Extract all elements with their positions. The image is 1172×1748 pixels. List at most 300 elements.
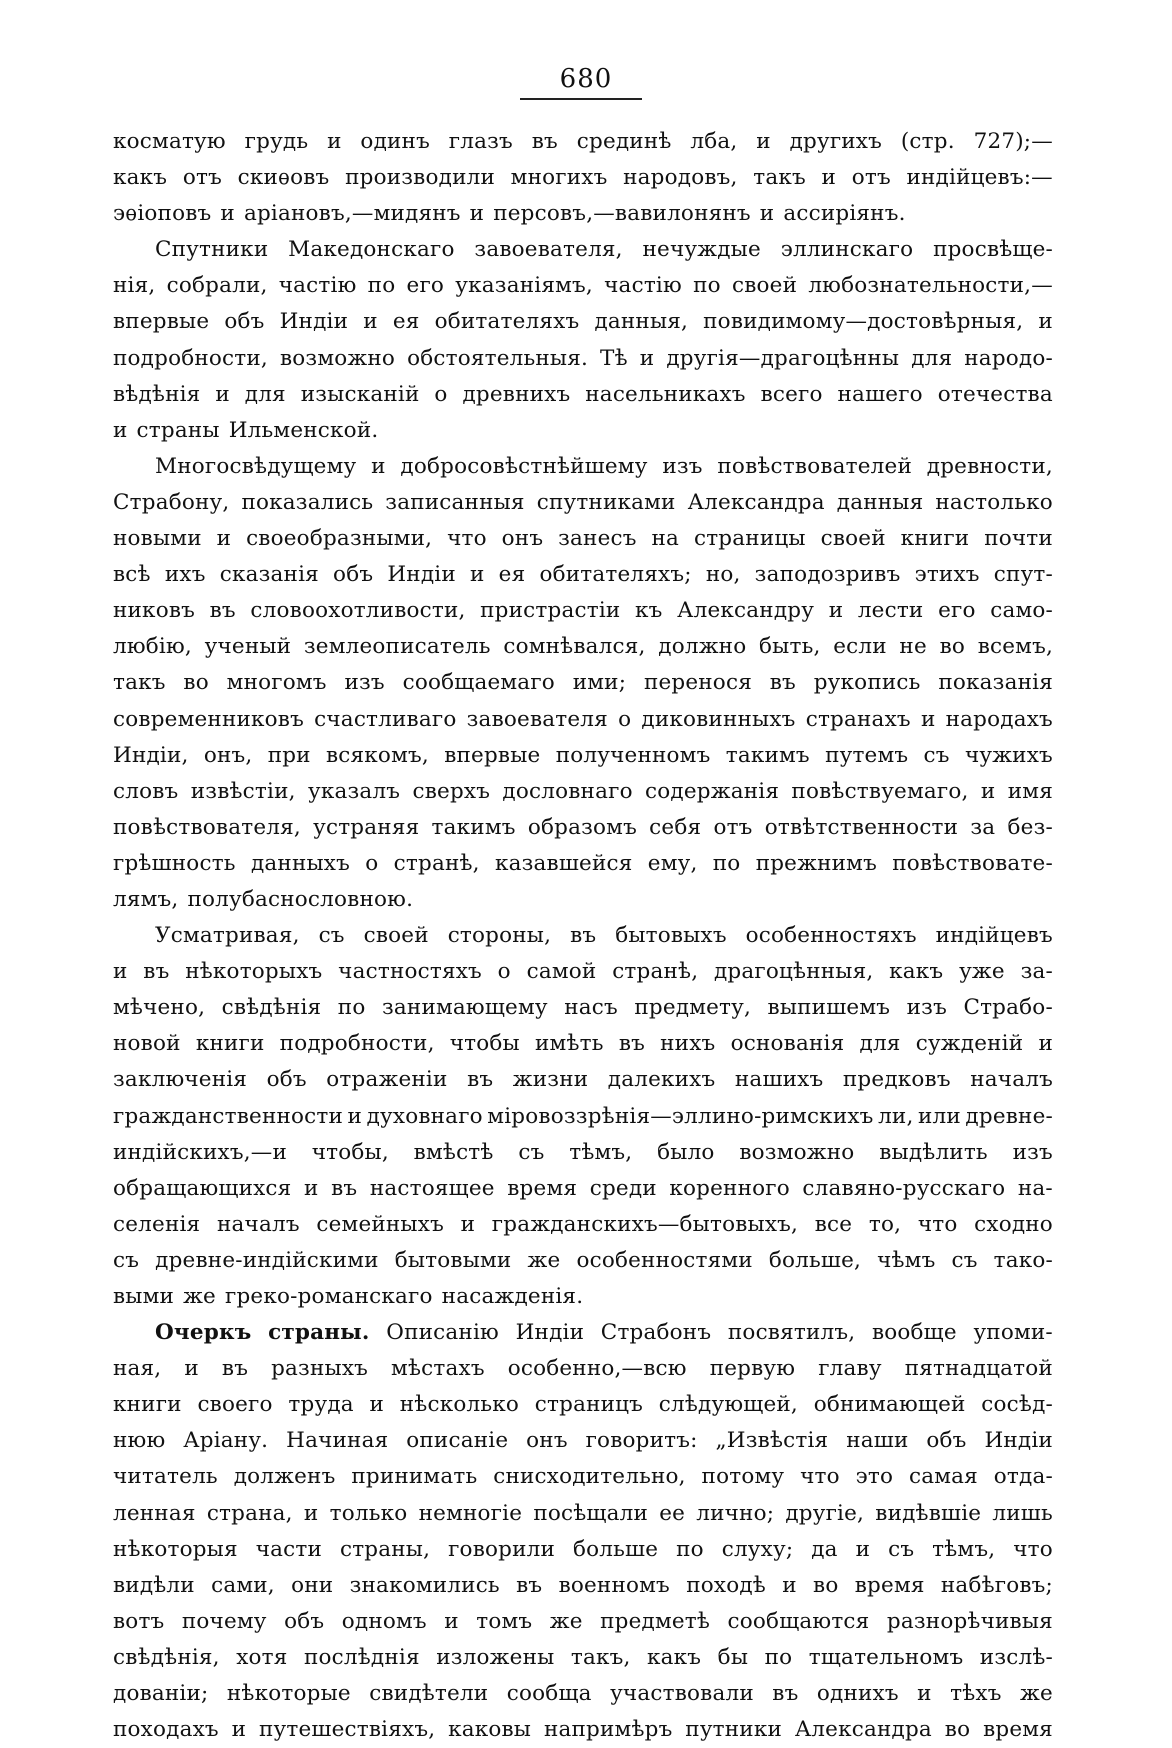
word: данныя, (594, 309, 689, 335)
word: по (367, 273, 396, 299)
text-line (113, 485, 1053, 521)
word: и (759, 201, 775, 227)
word: мѣчено, (113, 995, 206, 1021)
word: древне-индійскими (155, 1247, 379, 1273)
word: онъ (501, 526, 544, 552)
word: для (859, 1031, 901, 1057)
word: и (220, 201, 235, 227)
word: насельникахъ (585, 381, 746, 407)
word: вотъ (113, 1608, 165, 1634)
word: и (460, 1211, 476, 1237)
word: обитателяхъ; (539, 562, 692, 588)
word: о (497, 959, 511, 985)
word: разнорѣчивыя (886, 1608, 1053, 1634)
word: хотя (236, 1644, 288, 1670)
word: любознательности,— (808, 273, 1053, 299)
text-line (113, 1207, 1053, 1243)
word: добросовѣстнѣйшему (400, 453, 648, 479)
word: въ (467, 1067, 494, 1093)
word: книги (900, 526, 970, 552)
word: ленная (113, 1500, 196, 1526)
word: спутниками (536, 489, 676, 515)
word: изъ (662, 453, 703, 479)
word: и (469, 201, 485, 227)
word: если (833, 634, 887, 660)
word: Александра (687, 489, 825, 515)
word: сходно (974, 1211, 1053, 1237)
section-heading-word: страны. (268, 1320, 370, 1346)
word: мѣстахъ (391, 1356, 485, 1382)
word: съ (518, 1139, 545, 1165)
word: нечуждые (642, 237, 761, 263)
word: народо- (964, 345, 1053, 371)
word: тѣмъ, (569, 1139, 633, 1165)
word: да (811, 1536, 838, 1562)
word: содержанія (645, 778, 780, 804)
word: каковы (448, 1717, 532, 1743)
word: и (980, 778, 996, 804)
word: знакомились (349, 1572, 500, 1598)
word: отраженіи (326, 1067, 448, 1093)
word: и (113, 959, 128, 985)
text-line (113, 1387, 1053, 1423)
word: труда (288, 1392, 354, 1418)
word: набѣговъ; (940, 1572, 1053, 1598)
word: и (113, 417, 128, 443)
word: свидѣтели (369, 1681, 489, 1707)
word: нѣкоторыхъ (185, 959, 323, 985)
word: извѣстіи, (190, 778, 296, 804)
word: такъ, (570, 1644, 631, 1670)
word: лба, (690, 129, 738, 154)
word: частію (604, 273, 682, 299)
word: обитателяхъ (434, 309, 580, 335)
word: своей (363, 923, 429, 949)
word: долженъ (233, 1464, 336, 1490)
word: записанныя (385, 489, 525, 515)
word: время (854, 1572, 925, 1598)
word: какъ (113, 165, 168, 191)
word: что (1013, 1536, 1053, 1562)
word: повѣствователя, (113, 814, 301, 840)
word: ими; (572, 670, 627, 696)
word: прежнимъ (755, 850, 877, 876)
word: новыми (113, 526, 202, 552)
word: выми (113, 1284, 175, 1309)
word: частностяхъ (338, 959, 482, 985)
word: греко-романскаго (224, 1284, 433, 1309)
word: же (183, 1284, 216, 1309)
word: главу (818, 1356, 882, 1382)
word: чтобы (449, 1031, 520, 1057)
word: и (304, 1175, 319, 1201)
word: свѣдѣнія (221, 995, 322, 1021)
word: Описанію (386, 1320, 499, 1346)
word: путешествіяхъ, (259, 1717, 436, 1743)
word: путемъ (825, 742, 909, 768)
word: и (216, 526, 232, 552)
word: участвовали (610, 1681, 754, 1707)
word: показанія (938, 670, 1053, 696)
word: для (911, 345, 953, 371)
word: потому (701, 1464, 785, 1490)
word: селенія (113, 1211, 201, 1237)
word: за- (1020, 959, 1053, 985)
word: полученномъ (555, 742, 711, 768)
text-line (113, 846, 1053, 882)
word: впервые (113, 309, 210, 335)
word: Индіи (984, 1428, 1053, 1454)
word: срединѣ (576, 129, 672, 154)
word: сужденій (915, 1031, 1024, 1057)
word: другія—драгоцѣнны (666, 345, 900, 371)
word: слуху; (721, 1536, 794, 1562)
word: онъ, (203, 742, 253, 768)
word: нѣкоторые (226, 1681, 351, 1707)
word: страницы (693, 526, 806, 552)
word: въ (618, 1031, 645, 1057)
word: было (657, 1139, 715, 1165)
word: и (363, 309, 378, 335)
word: и (231, 1717, 247, 1743)
word: всякомъ, (325, 742, 429, 768)
word: на- (1017, 1175, 1053, 1201)
word: говорили (448, 1536, 556, 1562)
word: и (303, 1500, 319, 1526)
word: только (329, 1500, 408, 1526)
word: съ (951, 1247, 978, 1273)
word: Индіи, (113, 742, 189, 768)
word: самой (526, 959, 597, 985)
word: своей (820, 526, 886, 552)
word: отвѣтственности (764, 814, 959, 840)
word: и (920, 706, 936, 732)
word: сообщаемаго (402, 670, 555, 696)
word: или (918, 1103, 961, 1129)
word: почти (984, 526, 1053, 552)
word: что (800, 1464, 840, 1490)
word: пятнадцатой (904, 1356, 1053, 1382)
word: Индіи (515, 1320, 585, 1346)
word: перенося (643, 670, 752, 696)
word: странахъ (805, 706, 911, 732)
word: другихъ (789, 129, 883, 154)
word: вѣдѣнія (113, 381, 201, 407)
word: аріановъ,—мидянъ (243, 201, 461, 227)
word: тщательномъ (808, 1644, 964, 1670)
word: описаніе (406, 1428, 509, 1454)
word: нихъ (660, 1031, 716, 1057)
text-line (113, 413, 1053, 449)
word: чужихъ (964, 742, 1053, 768)
word: имя (1007, 778, 1053, 804)
word: имѣть (535, 1031, 604, 1057)
word: и (371, 453, 386, 479)
word: его (406, 273, 445, 299)
word: своеобразными, (246, 526, 433, 552)
text-line (113, 1171, 1053, 1207)
word: объ (284, 1608, 325, 1634)
word: и (327, 129, 342, 154)
word: сосѣд- (981, 1392, 1053, 1418)
word: первую (709, 1356, 796, 1382)
word: и (347, 1103, 363, 1129)
word: видѣли (113, 1572, 195, 1598)
word: нія, (113, 273, 156, 299)
text-line (113, 377, 1053, 413)
word: индійцевъ (935, 923, 1053, 949)
word: слѣдующей, (658, 1392, 798, 1418)
word: больше, (768, 1247, 862, 1273)
text-line (113, 1532, 1053, 1568)
word: указаніямъ, (455, 273, 593, 299)
paragraph-first-line (113, 918, 1053, 954)
word: читатель (113, 1464, 218, 1490)
word: изысканій (300, 381, 420, 407)
word: особенно,—всю (507, 1356, 687, 1382)
text-line (113, 1135, 1053, 1171)
text-line (113, 1026, 1053, 1062)
word: за (970, 814, 996, 840)
word: изъ (1012, 1139, 1053, 1165)
word: лямъ, (113, 886, 179, 912)
word: такимъ (725, 742, 810, 768)
word: этихъ (914, 562, 980, 588)
word: и (444, 1608, 459, 1634)
word: диковинныхъ (641, 706, 796, 732)
word: устраняя (313, 814, 420, 840)
word: по (693, 273, 721, 299)
text-line (113, 738, 1053, 774)
word: Страбонъ (600, 1320, 712, 1346)
word: жизни (512, 1067, 589, 1093)
word: и (917, 1681, 932, 1707)
word: многомъ (226, 670, 327, 696)
word: сказанія (219, 562, 319, 588)
text-line (113, 304, 1053, 340)
word: Александра (794, 1717, 932, 1743)
word: показались (241, 489, 374, 515)
word: книги (113, 1392, 182, 1418)
word: походѣ (686, 1572, 766, 1598)
word: ее (659, 1500, 686, 1526)
word: пристрастіи (480, 598, 621, 624)
text-line (113, 1676, 1053, 1712)
text-line (113, 629, 1053, 665)
word: завоевателя, (474, 237, 623, 263)
word: себя (649, 814, 702, 840)
word: страницъ (534, 1392, 644, 1418)
text-line (113, 990, 1053, 1026)
word: и (184, 1356, 199, 1382)
word: вмѣстѣ (413, 1139, 494, 1165)
word: отъ (182, 165, 222, 191)
word: это (855, 1464, 894, 1490)
word: началъ (216, 1211, 300, 1237)
word: но, (705, 562, 741, 588)
word: духовнаго (366, 1103, 483, 1129)
word: нашихъ (734, 1067, 824, 1093)
word: занесъ (558, 526, 637, 552)
word: возможно (739, 1139, 855, 1165)
text-line (113, 1712, 1053, 1748)
word: подробности, (113, 345, 268, 371)
word: отъ (713, 814, 753, 840)
word: бытовыми (394, 1247, 512, 1273)
word: во (939, 634, 966, 660)
word: рукопись (813, 670, 921, 696)
word: походахъ (113, 1717, 219, 1743)
word: насажденія. (441, 1284, 584, 1309)
word: сомнѣвался, (503, 634, 646, 660)
word: Аріану. (183, 1428, 269, 1454)
word: заключенія (113, 1067, 248, 1093)
word: изъ (906, 995, 947, 1021)
word: чтобы, (311, 1139, 389, 1165)
word: одинъ (360, 129, 430, 154)
word: Многосвѣдущему (155, 453, 357, 479)
word: производили (345, 165, 495, 191)
word: народовъ, (623, 165, 738, 191)
text-line (113, 882, 1053, 918)
text-line (113, 593, 1053, 629)
word: Ильменской. (228, 417, 379, 443)
paragraph-first-line (113, 1315, 1053, 1351)
text-line (113, 1351, 1053, 1387)
word: одномъ (341, 1608, 427, 1634)
word: въ (331, 1175, 358, 1201)
word: съ (923, 742, 950, 768)
word: всего (760, 381, 823, 407)
word: съ (318, 923, 345, 949)
word: просвѣще- (933, 237, 1053, 263)
word: древнихъ (462, 381, 571, 407)
word: ему, (647, 850, 698, 876)
word: снисходительно, (493, 1464, 686, 1490)
word: ихъ (164, 562, 206, 588)
word: само- (990, 598, 1053, 624)
word: путники (685, 1717, 782, 1743)
word: наши (846, 1428, 909, 1454)
word: и (470, 562, 485, 588)
word: изслѣ- (979, 1644, 1053, 1670)
text-line (113, 341, 1053, 377)
word: своего (197, 1392, 273, 1418)
text-line (113, 196, 1053, 232)
word: Македонскаго (288, 237, 455, 263)
text-line (113, 521, 1053, 557)
word: подробности, (279, 1031, 435, 1057)
word: время (507, 1175, 578, 1201)
word: по (712, 850, 741, 876)
word: для (244, 381, 286, 407)
word: какъ (889, 959, 944, 985)
word: почему (181, 1608, 267, 1634)
body-text (113, 124, 1053, 1748)
word: 727);— (973, 129, 1053, 154)
word: о (618, 706, 632, 732)
word: напримѣръ (543, 1717, 673, 1743)
word: сообща (506, 1681, 592, 1707)
word: объ (926, 1428, 967, 1454)
word: такъ (113, 670, 166, 696)
word: ученый (204, 634, 292, 660)
word: быть, (759, 634, 821, 660)
word: данныя (836, 489, 924, 515)
word: во (183, 670, 209, 696)
word: въ (516, 1572, 543, 1598)
word: возможно (279, 345, 396, 371)
text-line (113, 1062, 1053, 1098)
word: и (369, 1392, 385, 1418)
word: при (267, 742, 311, 768)
word: всемъ, (977, 634, 1053, 660)
word: все (814, 1211, 853, 1237)
word: же (549, 1608, 583, 1634)
word: немногіе (418, 1500, 523, 1526)
word: лично; (696, 1500, 775, 1526)
word: міровоззрѣнія—эллино-римскихъ (487, 1103, 874, 1129)
word: нашего (837, 381, 923, 407)
word: дованіи; (113, 1681, 209, 1707)
word: ли, (878, 1103, 914, 1129)
word: персовъ,—вавилонянъ (493, 201, 751, 227)
word: по (337, 995, 366, 1021)
word: же (527, 1247, 561, 1273)
word: Индіи (387, 562, 456, 588)
word: его (938, 598, 976, 624)
word: Спутники (155, 237, 269, 263)
word: въ (772, 1681, 799, 1707)
word: своей (731, 273, 798, 299)
word: говоритъ: (585, 1428, 698, 1454)
text-line (113, 1459, 1053, 1495)
word: лишь (992, 1500, 1053, 1526)
word: никовъ (113, 598, 196, 624)
word: счастливаго (314, 706, 457, 732)
word: Александру (677, 598, 815, 624)
word: особенностяхъ (745, 923, 917, 949)
text-line (113, 702, 1053, 738)
text-line (113, 954, 1053, 990)
text-line (113, 1279, 1053, 1315)
word: что (917, 1211, 958, 1237)
word: такимъ (431, 814, 516, 840)
word: грѣшность (113, 850, 236, 876)
word: по (676, 1536, 704, 1562)
word: о (434, 381, 448, 407)
word: изложены (436, 1644, 555, 1670)
word: тако- (993, 1247, 1053, 1273)
word: въ (769, 670, 796, 696)
word: военномъ (558, 1572, 670, 1598)
word: спут- (993, 562, 1053, 588)
word: такъ (753, 165, 806, 191)
word: Усматривая, (155, 923, 300, 949)
word: нѣсколько (399, 1392, 520, 1418)
word: принимать (351, 1464, 478, 1490)
word: современниковъ (113, 706, 304, 732)
word: то, (868, 1211, 902, 1237)
text-line (113, 665, 1053, 701)
word: и (1038, 309, 1053, 335)
page-number-rule (520, 98, 642, 100)
word: и (756, 129, 771, 154)
text-line (113, 160, 1053, 196)
word: Страбо- (963, 995, 1053, 1021)
text-line (113, 1099, 1053, 1135)
word: предмету, (634, 995, 752, 1021)
